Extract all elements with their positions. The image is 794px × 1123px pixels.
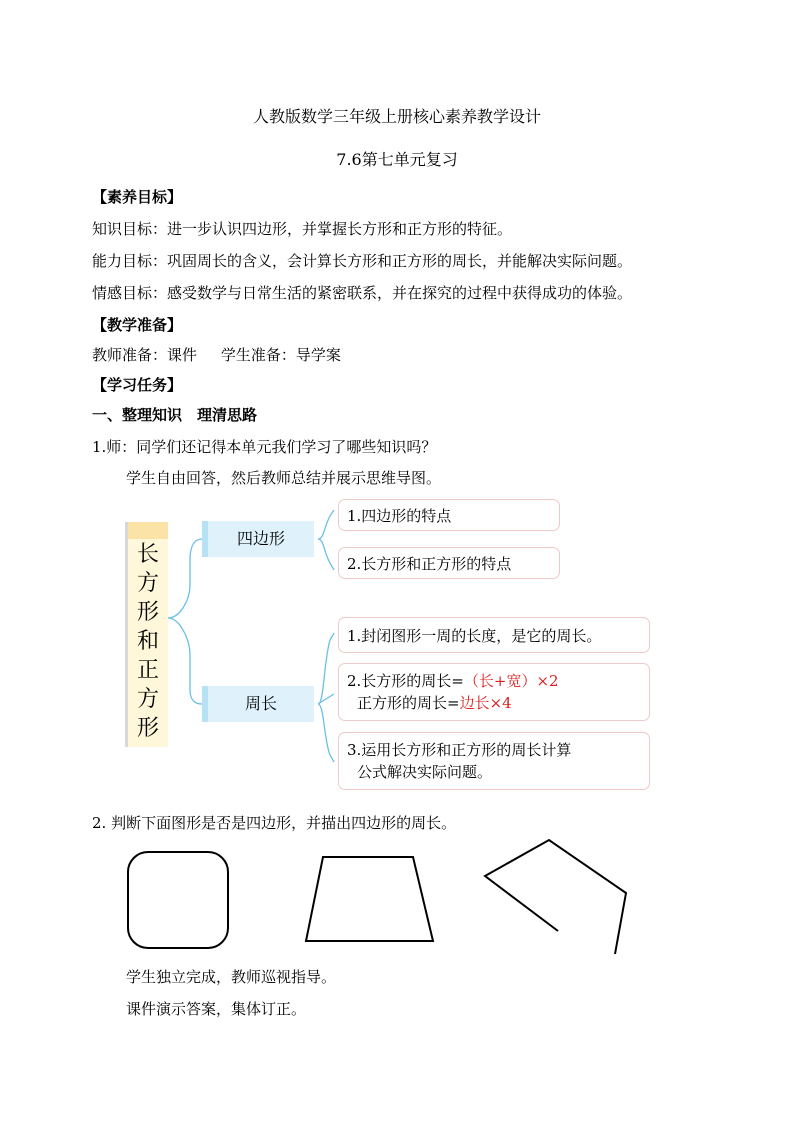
goal-ability: 能力目标：巩固周长的含义，会计算长方形和正方形的周长，并能解决实际问题。 <box>92 252 633 270</box>
mindmap-root-label: 长方形和正方形 <box>136 542 159 741</box>
mindmap-item-text: 3.运用长方形和正方形的周长计算 <box>347 741 572 759</box>
goals-heading: 【素养目标】 <box>92 188 183 206</box>
mindmap-node-perimeter-label: 周长 <box>244 694 277 713</box>
mindmap-item-text: 2.长方形和正方形的特点 <box>347 555 512 573</box>
formula-rect-times: ×2 <box>536 672 559 690</box>
question-2-note-2: 课件演示答案，集体订正。 <box>126 1000 307 1018</box>
mindmap-item-text: 1.四边形的特点 <box>347 507 452 525</box>
formula-square-expr: 边长×4 <box>459 694 512 712</box>
tasks-heading: 【学习任务】 <box>92 376 183 394</box>
question-1: 1.师：同学们还记得本单元我们学习了哪些知识吗？ <box>92 438 437 456</box>
trapezoid-shape <box>306 857 433 941</box>
formula-square-label: 正方形的周长= <box>357 694 460 712</box>
goal-emotion: 情感目标：感受数学与日常生活的紧密联系，并在探究的过程中获得成功的体验。 <box>92 284 633 302</box>
part1-heading: 一、整理知识 理清思路 <box>92 406 258 424</box>
mindmap-item-text: 1.封闭图形一周的长度，是它的周长。 <box>347 627 602 645</box>
mindmap-node-quadrilateral-label: 四边形 <box>236 529 285 548</box>
question-1-answer: 学生自由回答，然后教师总结并展示思维导图。 <box>126 469 442 487</box>
rounded-square-shape <box>128 852 228 948</box>
open-pentagon-shape <box>485 840 626 954</box>
document-subtitle: 7.6第七单元复习 <box>336 150 458 169</box>
prep-line: 教师准备：课件 学生准备：导学案 <box>92 346 341 364</box>
question-2-note-1: 学生独立完成，教师巡视指导。 <box>126 968 337 986</box>
prep-heading: 【教学准备】 <box>92 316 183 334</box>
mindmap-item-text: 公式解决实际问题。 <box>357 763 493 781</box>
goal-knowledge: 知识目标：进一步认识四边形，并掌握长方形和正方形的特征。 <box>92 220 513 238</box>
formula-rect-expr: （长+宽） <box>463 672 537 690</box>
question-2: 2. 判断下面图形是否是四边形，并描出四边形的周长。 <box>92 814 457 832</box>
formula-rect-label: 2.长方形的周长= <box>347 672 464 690</box>
document-title: 人教版数学三年级上册核心素养教学设计 <box>252 107 541 126</box>
